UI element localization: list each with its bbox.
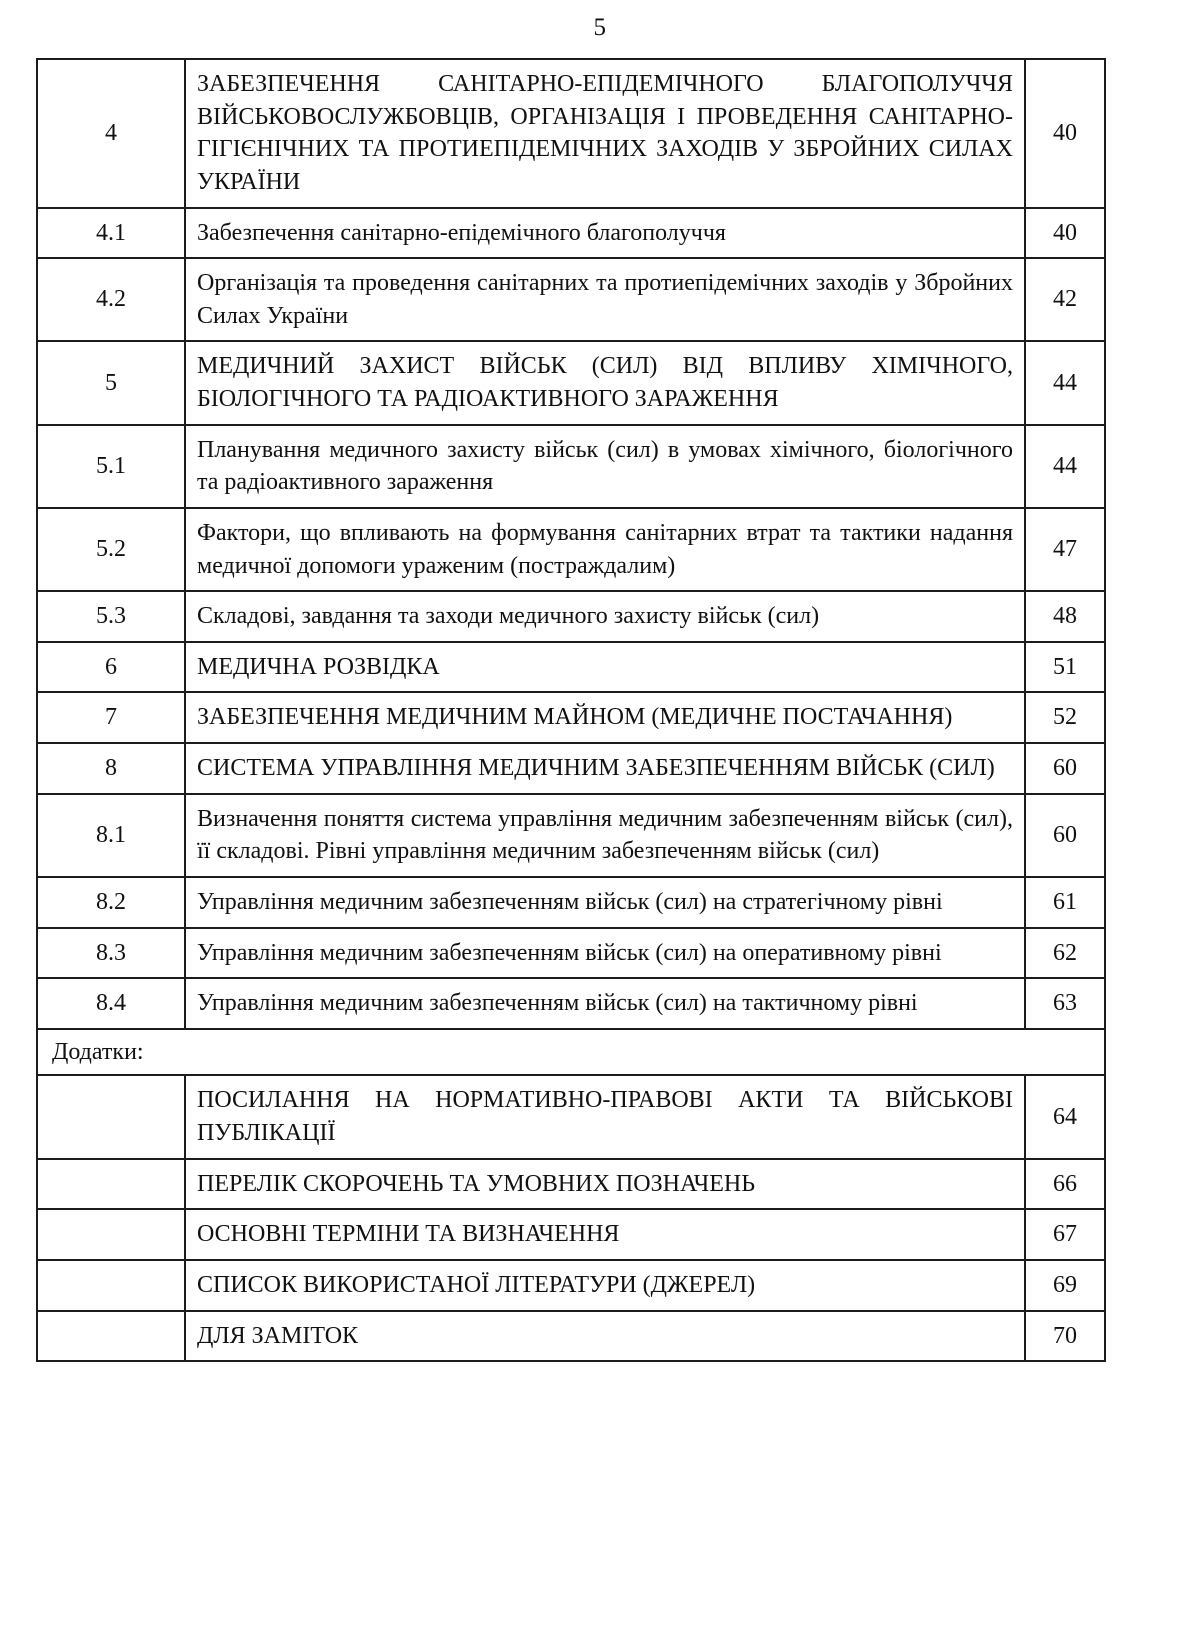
toc-row-number: 7: [37, 692, 185, 743]
toc-row-page: 63: [1025, 978, 1105, 1029]
toc-row-number: 5.2: [37, 508, 185, 591]
toc-row-number: 4: [37, 59, 185, 208]
toc-row-number: 8.2: [37, 877, 185, 928]
toc-row-page: 69: [1025, 1260, 1105, 1311]
toc-row-title: ЗАБЕЗПЕЧЕННЯ МЕДИЧНИМ МАЙНОМ (МЕДИЧНЕ ПОСТАЧАННЯ): [185, 692, 1025, 743]
toc-row-page: 60: [1025, 794, 1105, 877]
toc-row-page: 44: [1025, 425, 1105, 508]
toc-row-page: 44: [1025, 341, 1105, 424]
toc-row-number: 5.3: [37, 591, 185, 642]
toc-row-title: СИСТЕМА УПРАВЛІННЯ МЕДИЧНИМ ЗАБЕЗПЕЧЕННЯМ ВІЙСЬК (СИЛ): [185, 743, 1025, 794]
toc-row-number: 8.4: [37, 978, 185, 1029]
toc-row-page: 51: [1025, 642, 1105, 693]
toc-row-number: [37, 1159, 185, 1210]
toc-row-page: 48: [1025, 591, 1105, 642]
toc-row-page: 61: [1025, 877, 1105, 928]
toc-row-page: 70: [1025, 1311, 1105, 1362]
toc-row-number: [37, 1311, 185, 1362]
toc-row-title: Визначення поняття система управління медичним забезпеченням військ (сил), її складові. Рівні управління медичним забезпеченням військ (сил): [185, 794, 1025, 877]
toc-row: [37, 978, 1105, 1029]
toc-row: [37, 928, 1105, 979]
toc-row-page: 62: [1025, 928, 1105, 979]
toc-row-title: МЕДИЧНА РОЗВІДКА: [185, 642, 1025, 693]
toc-row-number: 4.2: [37, 258, 185, 341]
toc-row: [37, 425, 1105, 508]
toc-row: [37, 59, 1105, 208]
toc-row-title: ПОСИЛАННЯ НА НОРМАТИВНО-ПРАВОВІ АКТИ ТА ВІЙСЬКОВІ ПУБЛІКАЦІЇ: [185, 1075, 1025, 1158]
toc-row-title: Управління медичним забезпеченням військ (сил) на тактичному рівні: [185, 978, 1025, 1029]
toc-row-number: 8.3: [37, 928, 185, 979]
toc-row-number: 6: [37, 642, 185, 693]
toc-row: [37, 1075, 1105, 1158]
toc-row-page: 67: [1025, 1209, 1105, 1260]
toc-row-title: Складові, завдання та заходи медичного захисту військ (сил): [185, 591, 1025, 642]
toc-row-title: Фактори, що впливають на формування санітарних втрат та тактики надання медичної допомоги ураженим (постраждалим): [185, 508, 1025, 591]
page-number: 5: [593, 14, 607, 41]
toc-row-title: ДЛЯ ЗАМІТОК: [185, 1311, 1025, 1362]
toc-row-title: Управління медичним забезпеченням військ (сил) на оперативному рівні: [185, 928, 1025, 979]
toc-row-number: [37, 1209, 185, 1260]
toc-row: [37, 508, 1105, 591]
toc-row-title: МЕДИЧНИЙ ЗАХИСТ ВІЙСЬК (СИЛ) ВІД ВПЛИВУ ХІМІЧНОГО, БІОЛОГІЧНОГО ТА РАДІОАКТИВНОГО ЗАРАЖЕННЯ: [185, 341, 1025, 424]
toc-row-number: 4.1: [37, 208, 185, 259]
toc-row-number: 5: [37, 341, 185, 424]
toc-row: [37, 794, 1105, 877]
toc-row-page: 42: [1025, 258, 1105, 341]
toc-row: [37, 591, 1105, 642]
toc-row: [37, 1311, 1105, 1362]
toc-row: [37, 877, 1105, 928]
toc-row: [37, 1029, 1105, 1076]
toc-body: [37, 59, 1105, 1361]
toc-row-page: 66: [1025, 1159, 1105, 1210]
toc-section-label: Додатки:: [37, 1029, 1105, 1076]
toc-row-title: ПЕРЕЛІК СКОРОЧЕНЬ ТА УМОВНИХ ПОЗНАЧЕНЬ: [185, 1159, 1025, 1210]
toc-row-number: [37, 1075, 185, 1158]
toc-row: [37, 1159, 1105, 1210]
toc-row-number: 8: [37, 743, 185, 794]
toc-table: [36, 58, 1106, 1362]
toc-row-page: 64: [1025, 1075, 1105, 1158]
toc-row-page: 60: [1025, 743, 1105, 794]
toc-row-title: Організація та проведення санітарних та протиепідемічних заходів у Збройних Силах України: [185, 258, 1025, 341]
toc-row-number: 8.1: [37, 794, 185, 877]
toc-row-title: ЗАБЕЗПЕЧЕННЯ САНІТАРНО-ЕПІДЕМІЧНОГО БЛАГОПОЛУЧЧЯ ВІЙСЬКОВОСЛУЖБОВЦІВ, ОРГАНІЗАЦІЯ І ПРОВЕДЕННЯ САНІТАРНО-ГІГІЄНІЧНИХ ТА ПРОТИЕПІДЕМІЧНИХ ЗАХОДІВ У ЗБРОЙНИХ СИЛАХ УКРАЇНИ: [185, 59, 1025, 208]
toc-row: [37, 1209, 1105, 1260]
toc-row: [37, 1260, 1105, 1311]
toc-row: [37, 692, 1105, 743]
toc-row-title: СПИСОК ВИКОРИСТАНОЇ ЛІТЕРАТУРИ (ДЖЕРЕЛ): [185, 1260, 1025, 1311]
toc-row-page: 40: [1025, 208, 1105, 259]
toc-row: [37, 743, 1105, 794]
toc-row-page: 47: [1025, 508, 1105, 591]
toc-row-page: 52: [1025, 692, 1105, 743]
toc-row-title: Забезпечення санітарно-епідемічного благополуччя: [185, 208, 1025, 259]
toc-row-number: 5.1: [37, 425, 185, 508]
toc-row-page: 40: [1025, 59, 1105, 208]
toc-row-title: ОСНОВНІ ТЕРМІНИ ТА ВИЗНАЧЕННЯ: [185, 1209, 1025, 1260]
toc-row: [37, 208, 1105, 259]
toc-row: [37, 258, 1105, 341]
toc-row-title: Планування медичного захисту військ (сил) в умовах хімічного, біологічного та радіоактивного зараження: [185, 425, 1025, 508]
toc-row-title: Управління медичним забезпеченням військ (сил) на стратегічному рівні: [185, 877, 1025, 928]
toc-row: [37, 642, 1105, 693]
toc-row-number: [37, 1260, 185, 1311]
toc-row: [37, 341, 1105, 424]
